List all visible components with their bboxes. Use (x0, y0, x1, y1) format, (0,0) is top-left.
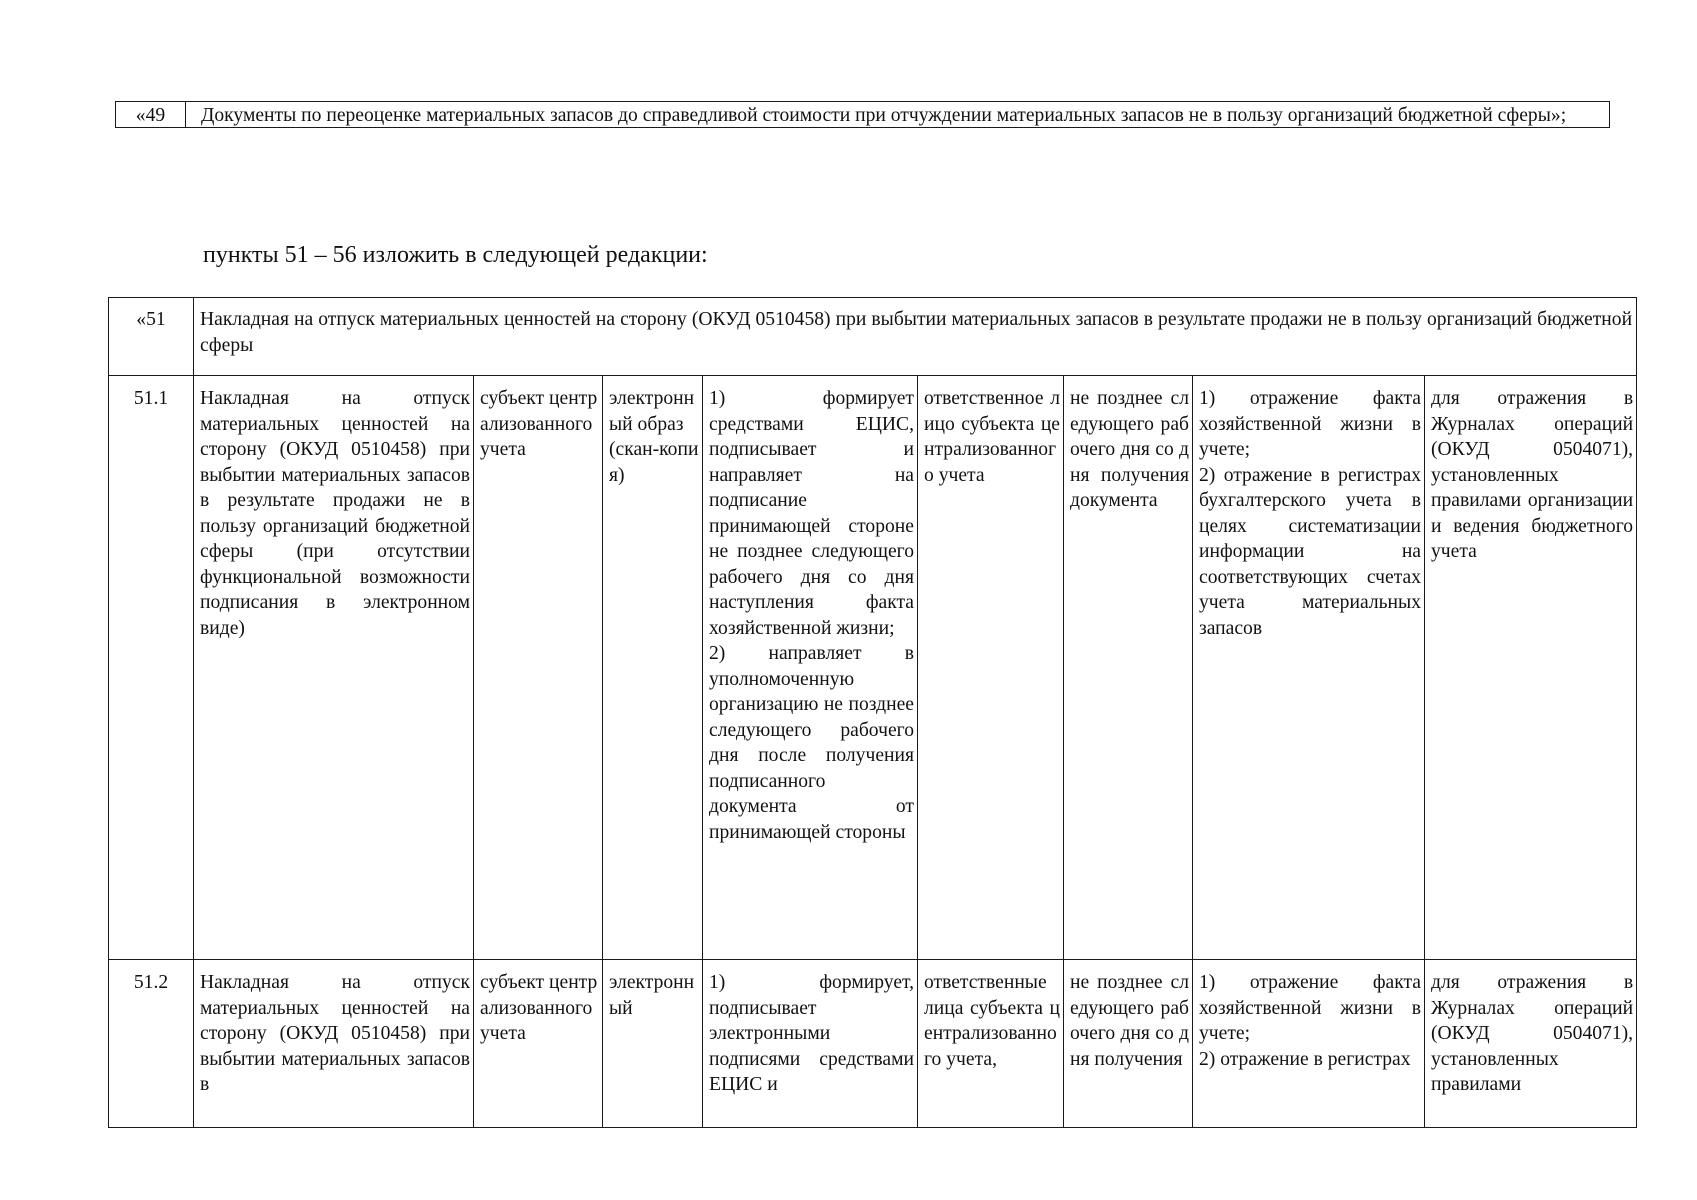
journal-cell: для отражения в Журналах операций (ОКУД 0504071), установленных правилами (1425, 960, 1637, 1128)
responsible-cell: ответственное лицо субъекта централизованного учета (918, 376, 1064, 960)
table-row-51-2 (109, 960, 1637, 1128)
actions-cell: 1) формирует, подписывает электронными подписями средствами ЕЦИС и (703, 960, 918, 1128)
table-row-51-1 (109, 376, 1637, 960)
purpose-item-1: 1) отражение факта хозяйственной жизни в учете; (1199, 972, 1421, 1044)
purpose-item-2: 2) отражение в регистрах (1199, 1048, 1411, 1070)
who-cell: субъект централизованного учета (474, 376, 603, 960)
form-cell: электронный образ (скан-копия) (603, 376, 703, 960)
item-49-table (115, 101, 1610, 128)
items-51-table (108, 297, 1637, 1128)
purpose-cell (1193, 960, 1425, 1128)
row-text: Накладная на отпуск материальных ценностей на сторону (ОКУД 0510458) при выбытии материальных запасов в результате продажи не в пользу организаций бюджетной сферы (194, 298, 1637, 376)
row-number: 51.1 (109, 376, 194, 960)
deadline-cell: не позднее следующего рабочего дня со дня получения (1064, 960, 1193, 1128)
purpose-item-2: 2) отражение в регистрах бухгалтерского учета в целях систематизации информации на соответствующих счетах учета материальных запасов (1199, 464, 1421, 639)
deadline-cell: не позднее следующего рабочего дня со дня получения документа (1064, 376, 1193, 960)
action-item-1: 1) формирует средствами ЕЦИС, подписывает и направляет на подписание принимающей стороне не позднее следующего рабочего дня со дня наступления факта хозяйственной жизни; (709, 388, 914, 639)
who-cell: субъект централизованного учета (474, 960, 603, 1128)
row-text: Документы по переоценке материальных запасов до справедливой стоимости при отчуждении материальных запасов не в пользу организаций бюджетной сферы»; (186, 102, 1610, 128)
journal-cell: для отражения в Журналах операций (ОКУД 0504071), установленных правилами организации и ведения бюджетного учета (1425, 376, 1637, 960)
table-row (116, 102, 1610, 128)
row-number: 51.2 (109, 960, 194, 1128)
responsible-cell: ответственные лица субъекта централизованного учета, (918, 960, 1064, 1128)
actions-cell (703, 376, 918, 960)
row-number: «51 (109, 298, 194, 376)
form-cell: электронный (603, 960, 703, 1128)
row-number: «49 (116, 102, 186, 128)
purpose-item-1: 1) отражение факта хозяйственной жизни в учете; (1199, 388, 1421, 460)
action-item-2: 2) направляет в уполномоченную организацию не позднее следующего рабочего дня после получения подписанного документа от принимающей стороны (709, 643, 914, 843)
document-cell: Накладная на отпуск материальных ценностей на сторону (ОКУД 0510458) при выбытии материальных запасов в (194, 960, 474, 1128)
document-cell: Накладная на отпуск материальных ценностей на сторону (ОКУД 0510458) при выбытии материальных запасов в результате продажи не в пользу организаций бюджетной сферы (при отсутствии функциональной возможности подписания в электронном виде) (194, 376, 474, 960)
section-heading: пункты 51 – 56 изложить в следующей редакции: (203, 242, 708, 268)
purpose-cell (1193, 376, 1425, 960)
table-row-51 (109, 298, 1637, 376)
